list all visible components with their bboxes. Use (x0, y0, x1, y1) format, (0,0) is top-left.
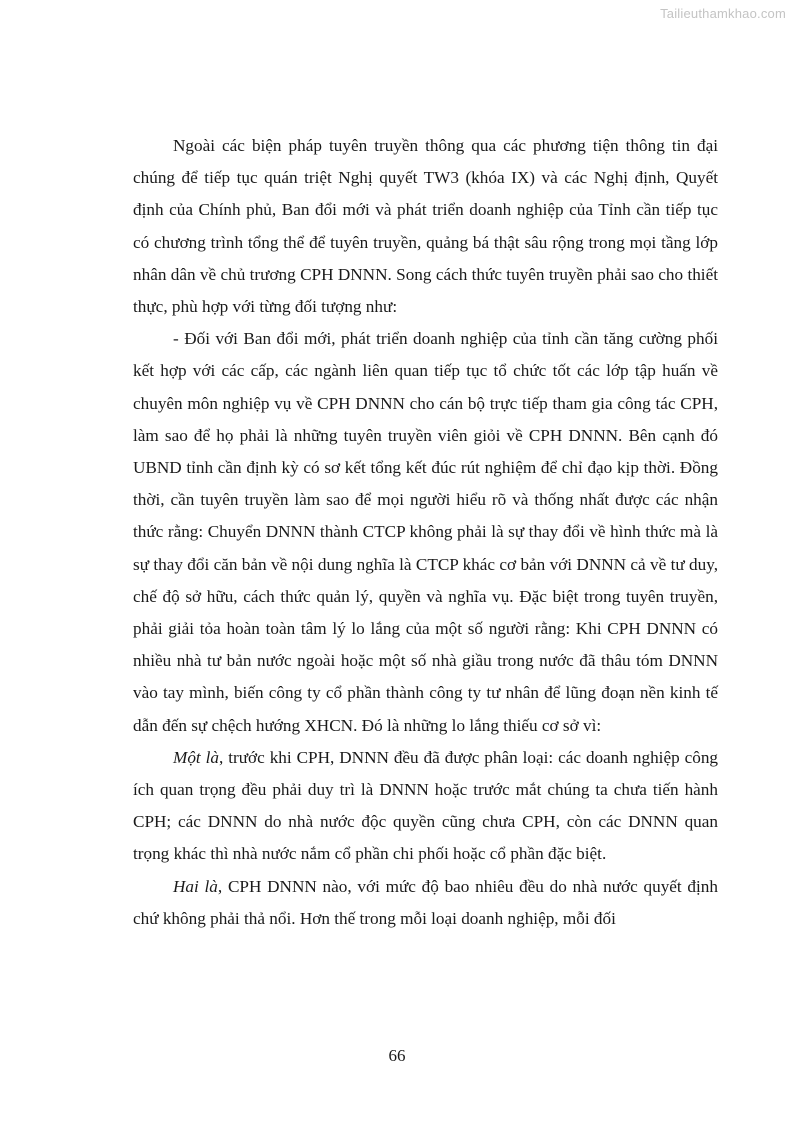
paragraph-2: - Đối với Ban đổi mới, phát triển doanh nghiệp của tỉnh cần tăng cường phối kết hợp với các cấp, các ngành liên quan tiếp tục tổ chức tốt các lớp tập huấn về chuyên môn nghiệp vụ về CPH DNNN cho cán bộ trực tiếp tham gia công tác CPH, làm sao để họ phải là những tuyên truyền viên giỏi về CPH DNNN. Bên cạnh đó UBND tỉnh cần định kỳ có sơ kết tổng kết đúc rút nghiệm để chỉ đạo kịp thời. Đồng thời, cần tuyên truyền làm sao để mọi người hiểu rõ và thống nhất được các nhận thức rằng: Chuyển DNNN thành CTCP không phải là sự thay đổi về hình thức mà là sự thay đổi căn bản về nội dung nghĩa là CTCP khác cơ bản với DNNN cả về tư duy, chế độ sở hữu, cách thức quản lý, quyền và nghĩa vụ. Đặc biệt trong tuyên truyền, phải giải tỏa hoàn toàn tâm lý lo lắng của một số người rằng: Khi CPH DNNN có nhiều nhà tư bản nước ngoài hoặc một số nhà giầu trong nước đã thâu tóm DNNN vào tay mình, biến công ty cổ phần thành công ty tư nhân để lũng đoạn nền kinh tế dẫn đến sự chệch hướng XHCN. Đó là những lo lắng thiếu cơ sở vì: (133, 329, 718, 735)
paragraph-3 (133, 742, 718, 871)
paragraph-1: Ngoài các biện pháp tuyên truyền thông qua các phương tiện thông tin đại chúng để tiếp tục quán triệt Nghị quyết TW3 (khóa IX) và các Nghị định, Quyết định của Chính phủ, Ban đổi mới và phát triển doanh nghiệp của Tỉnh cần tiếp tục có chương trình tổng thể để tuyên truyền, quảng bá thật sâu rộng trong mọi tầng lớp nhân dân về chủ trương CPH DNNN. Song cách thức tuyên truyền phải sao cho thiết thực, phù hợp với từng đối tượng như: (133, 136, 718, 317)
paragraph-4-lead: Hai là (173, 876, 218, 896)
document-body (133, 130, 718, 935)
paragraph-4-text: , CPH DNNN nào, với mức độ bao nhiêu đều do nhà nước quyết định chứ không phải thả nổi. Hơn thế trong mỗi loại doanh nghiệp, mỗi đối (133, 876, 718, 928)
paragraph-4 (133, 871, 718, 935)
watermark: Tailieuthamkhao.com (660, 6, 786, 21)
paragraph-3-lead: Một là (173, 747, 219, 767)
paragraph-3-text: , trước khi CPH, DNNN đều đã được phân loại: các doanh nghiệp công ích quan trọng đều phải duy trì là DNNN hoặc trước mắt chúng ta chưa tiến hành CPH; các DNNN do nhà nước độc quyền cũng chưa CPH, còn các DNNN quan trọng khác thì nhà nước nắm cổ phần chi phối hoặc cổ phần đặc biệt. (133, 747, 719, 864)
page-number: 66 (388, 1046, 406, 1065)
